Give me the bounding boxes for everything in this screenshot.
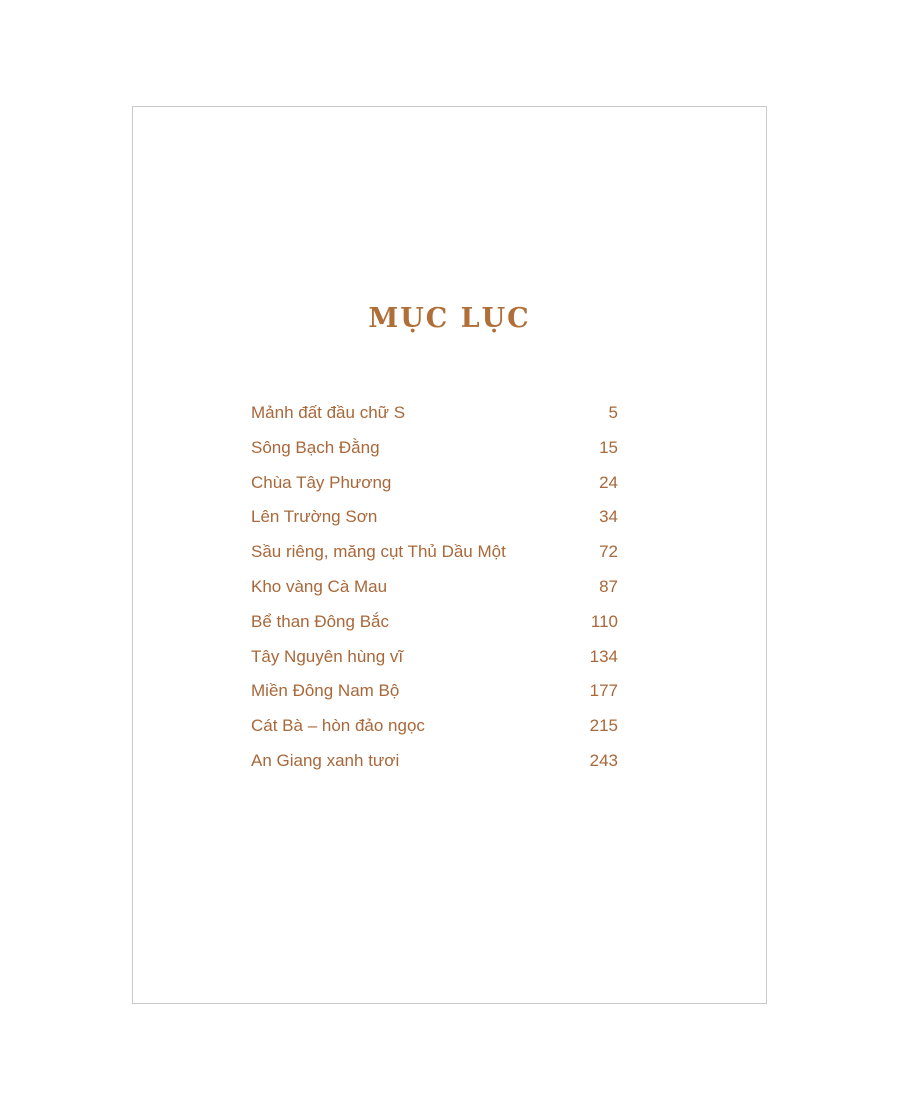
toc-entry-page: 134 — [589, 646, 618, 666]
toc-entry-title: Lên Trường Sơn — [251, 507, 378, 527]
toc-entry-title: Sầu riêng, măng cụt Thủ Dầu Một — [251, 542, 506, 562]
toc-entry — [251, 438, 618, 473]
toc-entry — [251, 403, 618, 438]
toc-entry-page: 15 — [599, 437, 618, 457]
toc-entry-page: 243 — [589, 750, 618, 770]
toc-entry-title: Mảnh đất đầu chữ S — [251, 403, 406, 422]
toc-entry — [251, 681, 618, 716]
toc-entry-page: 72 — [599, 542, 618, 562]
toc-entry-title: Bể than Đông Bắc — [251, 611, 389, 631]
book-page — [132, 106, 767, 1004]
toc-entry-page: 177 — [589, 681, 618, 701]
toc-entry — [251, 473, 618, 508]
table-of-contents — [251, 403, 618, 786]
toc-entry-title: An Giang xanh tươi — [251, 750, 400, 770]
toc-entry-title: Tây Nguyên hùng vĩ — [251, 646, 404, 666]
toc-entry-page: 87 — [599, 576, 618, 596]
toc-entry-page: 110 — [590, 611, 618, 631]
toc-entry-title: Kho vàng Cà Mau — [251, 576, 388, 596]
toc-entry-page: 34 — [599, 507, 618, 527]
toc-entry-title: Sông Bạch Đằng — [251, 437, 380, 457]
page-title: MỤC LỤC — [368, 303, 531, 334]
toc-entry-title: Chùa Tây Phương — [251, 472, 392, 492]
toc-entry — [251, 612, 618, 647]
toc-entry — [251, 577, 618, 612]
toc-entry-page: 24 — [599, 472, 618, 492]
toc-entry — [251, 542, 618, 577]
toc-entry-page: 5 — [608, 403, 618, 422]
toc-entry-title: Cát Bà – hòn đảo ngọc — [251, 716, 425, 736]
toc-entry-title: Miền Đông Nam Bộ — [251, 681, 400, 701]
toc-entry — [251, 716, 618, 751]
toc-entry — [251, 507, 618, 542]
toc-entry — [251, 751, 618, 786]
toc-entry-page: 215 — [589, 716, 618, 736]
toc-entry — [251, 647, 618, 682]
